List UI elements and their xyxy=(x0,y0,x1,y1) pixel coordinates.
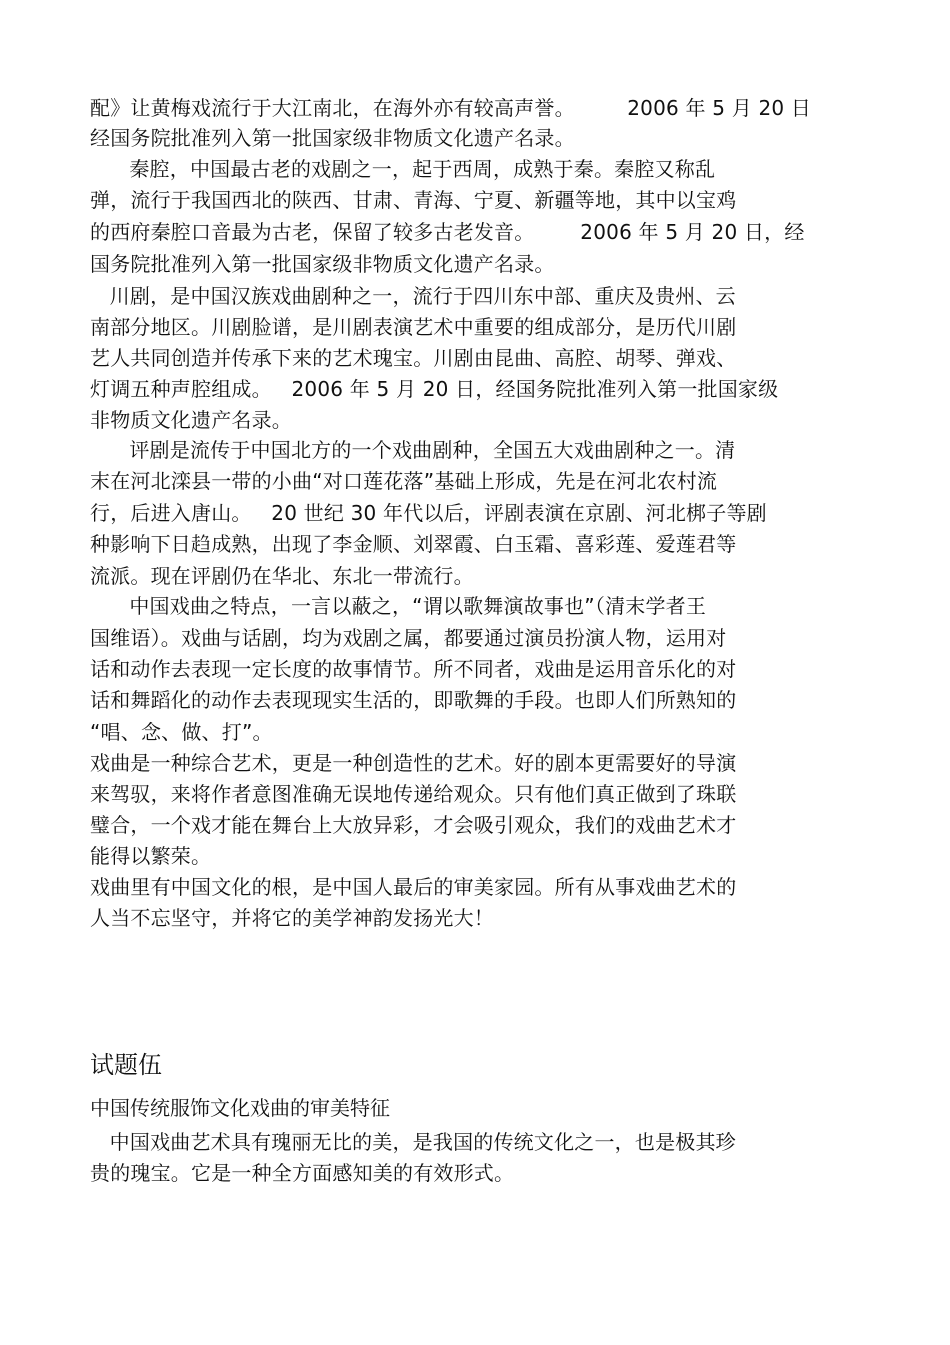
text-line: 璧合，一个戏才能在舞台上大放异彩，才会吸引观众，我们的戏曲艺术才 xyxy=(90,813,737,837)
text-line: 川剧，是中国汉族戏曲剧种之一，流行于四川东中部、重庆及贵州、云 xyxy=(90,284,736,308)
text-line: 中国戏曲艺术具有瑰丽无比的美，是我国的传统文化之一，也是极其珍 xyxy=(90,1130,736,1154)
section-subtitle: 中国传统服饰文化戏曲的审美特征 xyxy=(90,1096,390,1120)
text-line: 行，后进入唐山。 20 世纪 30 年代以后，评剧表演在京剧、河北梆子等剧 xyxy=(90,501,767,525)
text-line: 非物质文化遗产名录。 xyxy=(90,408,292,432)
text-line: 南部分地区。川剧脸谱，是川剧表演艺术中重要的组成部分，是历代川剧 xyxy=(90,315,737,339)
text-line: 话和舞蹈化的动作去表现现实生活的，即歌舞的手段。也即人们所熟知的 xyxy=(90,688,737,712)
text-line: 流派。现在评剧仍在华北、东北一带流行。 xyxy=(90,564,474,588)
text-line: 戏曲是一种综合艺术，更是一种创造性的艺术。好的剧本更需要好的导演 xyxy=(90,751,737,775)
section-heading: 试题伍 xyxy=(90,1051,162,1079)
text-line: 末在河北滦县一带的小曲“对口莲花落”基础上形成，先是在河北农村流 xyxy=(90,469,718,493)
text-line: 来驾驭，来将作者意图准确无误地传递给观众。只有他们真正做到了珠联 xyxy=(90,782,737,806)
text-line: 弹，流行于我国西北的陕西、甘肃、青海、宁夏、新疆等地，其中以宝鸡 xyxy=(90,188,737,212)
text-line: 秦腔，中国最古老的戏剧之一，起于西周，成熟于秦。秦腔又称乱 xyxy=(90,157,716,181)
text-line: 戏曲里有中国文化的根，是中国人最后的审美家园。所有从事戏曲艺术的 xyxy=(90,875,737,899)
text-line: 种影响下日趋成熟，出现了李金顺、刘翠霞、白玉霜、喜彩莲、爱莲君等 xyxy=(90,532,737,556)
text-line: 的西府秦腔口音最为古老，保留了较多古老发音。 2006 年 5 月 20 日，经 xyxy=(90,220,805,244)
text-line: 国务院批准列入第一批国家级非物质文化遗产名录。 xyxy=(90,252,555,276)
text-line: 艺人共同创造并传承下来的艺术瑰宝。川剧由昆曲、高腔、胡琴、弹戏、 xyxy=(90,346,737,370)
text-line: 能得以繁荣。 xyxy=(90,844,212,868)
text-line: “唱、念、做、打”。 xyxy=(90,720,273,744)
text-line: 配》让黄梅戏流行于大江南北，在海外亦有较高声誉。 2006 年 5 月 20 日 xyxy=(90,96,812,120)
text-line: 话和动作去表现一定长度的故事情节。所不同者，戏曲是运用音乐化的对 xyxy=(90,657,737,681)
text-line: 贵的瑰宝。它是一种全方面感知美的有效形式。 xyxy=(90,1161,515,1185)
text-line: 国维语）。戏曲与话剧，均为戏剧之属，都要通过演员扮演人物，运用对 xyxy=(90,626,727,650)
text-line: 评剧是流传于中国北方的一个戏曲剧种，全国五大戏曲剧种之一。清 xyxy=(90,438,736,462)
text-line: 经国务院批准列入第一批国家级非物质文化遗产名录。 xyxy=(90,126,575,150)
text-line: 中国戏曲之特点，一言以蔽之，“谓以歌舞演故事也”（清末学者王 xyxy=(90,594,707,618)
text-line: 灯调五种声腔组成。 2006 年 5 月 20 日，经国务院批准列入第一批国家级 xyxy=(90,377,779,401)
text-line: 人当不忘坚守，并将它的美学神韵发扬光大！ xyxy=(90,906,494,930)
